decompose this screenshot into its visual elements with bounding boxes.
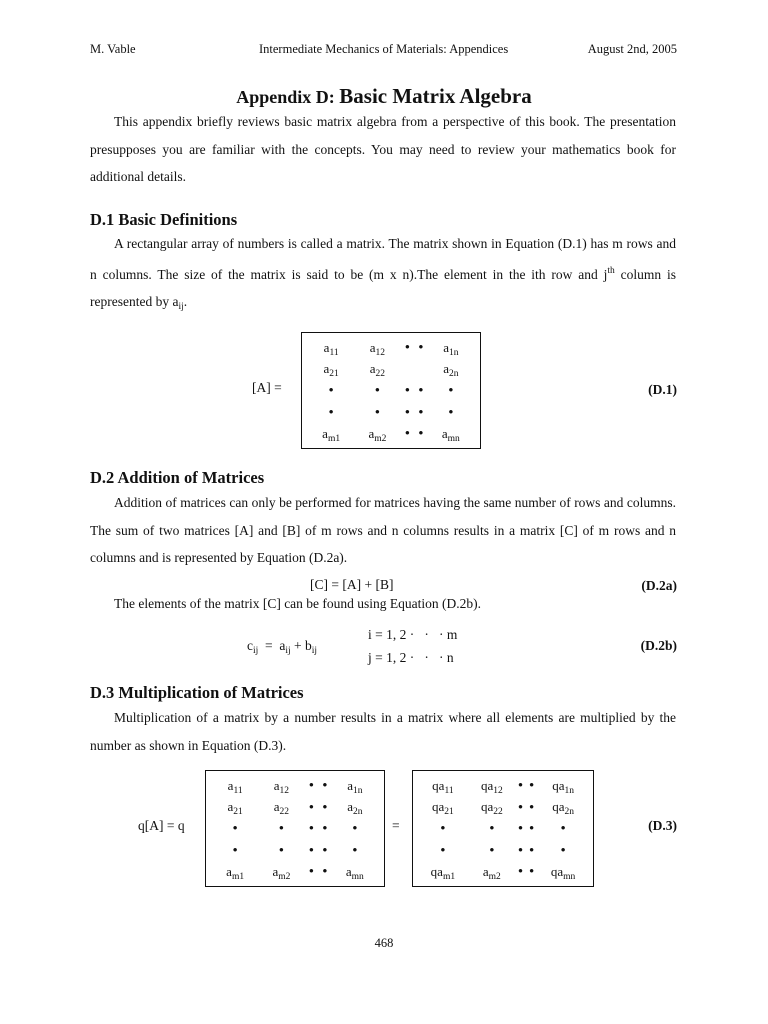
eq2b-range-i: i = 1, 2 · · · m [368, 627, 458, 642]
section-d3-text: Multiplication of a matrix by a number results in a matrix where all elements are multiplied by the number as shown in Equation (D.3). [90, 710, 676, 753]
matrix-a-eq3: $a_{11}$ $a_{12}$ • • $a_{1n}$ $a_{21}$ $a_{22}$ • • $a_{2n}$ • • • • • • • • • • $a_{m1}$ $a_{m2}$ • • $a_{mn}$ [205, 770, 385, 887]
eq2b-range-j: j = 1, 2 · · · n [368, 650, 454, 665]
header-date: August 2nd, 2005 [587, 42, 677, 56]
eq3-equals: = [392, 818, 400, 833]
section-heading-d3: D.3 Multiplication of Matrices [90, 683, 304, 702]
header-book-title: Intermediate Mechanics of Materials: Appendices [259, 42, 509, 56]
eq3-lhs: q[A] = q [138, 818, 185, 833]
title-prefix: Appendix D: [236, 87, 340, 107]
header-author: M. Vable [90, 42, 136, 56]
eq2a-number: (D.2a) [641, 578, 677, 593]
section-d2-text: Addition of matrices can only be performed for matrices having the same number of rows and columns. The sum of two matrices [A] and [B] of m rows and n columns results in a matrix [C] of m rows and n columns and is represented by Equation (D.2a). [90, 495, 676, 565]
matrix-a: $a_{11}$ $a_{12}$ • • $a_{1n}$ $a_{21}$ $a_{22}$ $a_{2n}$ • • • • • • • • • • $a_{m1}$ $a_{m2}$ • • $a_{mn}$ [301, 332, 481, 449]
eq1-lhs: [A] = [252, 380, 282, 395]
title-main: Basic Matrix Algebra [339, 84, 532, 108]
eq2b-expression: $c_{ij} = a_{ij} + b_{ij}$ [247, 638, 318, 656]
section-heading-d1: D.1 Basic Definitions [90, 210, 238, 229]
matrix-qa: $qa_{11}$ $qa_{12}$ • • $qa_{1n}$ $qa_{21}$ $qa_{22}$ • • $qa_{2n}$ • • • • • • • • • • $qa_{m1}$ $a_{m2}$ • • $qa_{mn}$ [412, 770, 594, 887]
page-title [0, 84, 768, 109]
eq2a: [C] = [A] + [B] [310, 577, 394, 592]
page-number: 468 [374, 936, 394, 950]
section-d2-text-b: The elements of the matrix [C] can be found using Equation (D.2b). [114, 596, 482, 611]
eq3-number: (D.3) [648, 818, 677, 833]
section-heading-d2: D.2 Addition of Matrices [90, 468, 265, 487]
section-d3-paragraph [90, 704, 676, 759]
section-d1-text: A rectangular array of numbers is called a matrix. The matrix shown in Equation (D.1) has m rows and n columns. The size of the matrix is said to be (m x n).The element in the ith row and $j^{th}$ column is represented by $a_{ij}$. [90, 236, 677, 312]
intro-text: This appendix briefly reviews basic matrix algebra from a perspective of this book. The presentation presupposes you are familiar with the concepts. You may need to review your mathematics book for additional details. [90, 114, 676, 184]
section-d2-paragraph [90, 489, 676, 572]
eq2b-number: (D.2b) [640, 638, 677, 653]
eq1-number: (D.1) [648, 382, 677, 397]
section-d1-paragraph [90, 230, 676, 322]
intro-paragraph [90, 108, 676, 191]
